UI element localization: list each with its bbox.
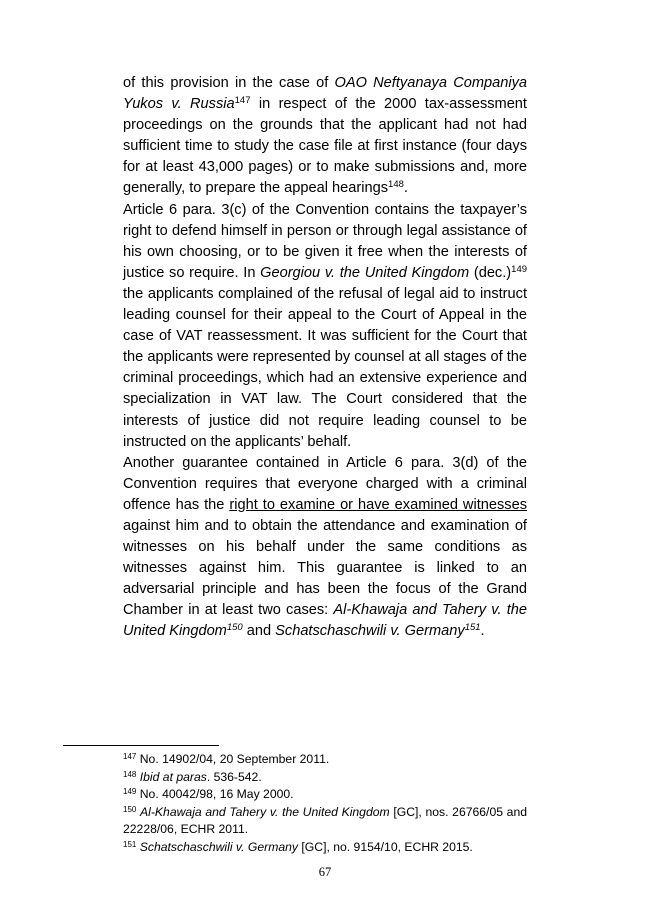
footnote-ref-number: 151	[464, 622, 481, 634]
footnote-number: 149	[123, 787, 137, 797]
footnote-text: [GC], no. 9154/10, ECHR 2015.	[298, 839, 473, 854]
footnote-italic: Al-Khawaja and Tahery v. the United Kingdom	[140, 804, 390, 819]
text-span: .	[403, 180, 408, 197]
footnote-ref[interactable]: 148	[388, 179, 404, 191]
text-span: and	[242, 623, 276, 640]
footnote-ref[interactable]	[227, 622, 243, 633]
text-span: against him and to obtain the attendance and examination of witnesses on his behalf under the same conditions as witnesses against him. This guarantee is linked to an adversarial principle and has been the focus of the Grand Chamber in at least two cases:	[123, 517, 527, 619]
case-name: Georgiou v. the United Kingdom	[260, 264, 470, 281]
text-span: Another guarantee contained in Article 6 para. 3(d) of the Convention requires that everyone charged with a criminal offence has the	[123, 454, 527, 513]
footnote-ref[interactable]: 149	[511, 263, 528, 275]
footnote-148	[123, 769, 527, 787]
page-number: 67	[318, 865, 332, 879]
footnote-number: 148	[123, 769, 137, 779]
footnote-italic: Ibid at paras	[139, 769, 207, 784]
case-name: Al-Khawaja and Tahery v. the United Kingdom	[123, 602, 527, 640]
paragraph-article-6-3d	[123, 453, 527, 643]
footnote-number: 147	[123, 752, 137, 761]
footnote-ref-number: 150	[226, 622, 243, 634]
footnote-text: [GC], nos. 26766/05 and 22228/06, ECHR 2011.	[123, 804, 527, 837]
footnote-separator	[63, 745, 219, 746]
footnote-text: No. 14902/04, 20 September 2011.	[139, 752, 330, 766]
footnote-151	[123, 839, 527, 857]
text-span: (dec.)	[469, 264, 512, 281]
footnote-149	[123, 786, 527, 804]
footnote-text: . 536-542.	[206, 769, 262, 784]
paragraph-article-6-3c	[123, 200, 527, 453]
footnote-ref[interactable]	[465, 622, 481, 633]
text-span: of this provision in the case of	[123, 75, 335, 91]
text-span: in respect of the 2000 tax-assessment proceedings on the grounds that the applicant had not had sufficient time to study the case file at first instance (four days for at least 43,000 pages) or to make submissions and, more generally, to prepare the appeal hearings	[123, 96, 527, 197]
case-name: OAO Neftyanaya Companiya Yukos v. Russia	[123, 75, 528, 113]
footnotes	[123, 751, 527, 857]
footnote-number: 150	[123, 804, 137, 814]
main-text	[123, 73, 527, 643]
case-name: Schatschaschwili v. Germany	[275, 623, 465, 640]
paragraph-yukos	[123, 73, 527, 200]
text-span: Article 6 para. 3(c) of the Convention contains the taxpayer’s right to defend himself in person or through legal assistance of his own choosing, or to be given it free when the interests of justice so require. In	[123, 201, 527, 281]
footnote-number: 151	[123, 839, 137, 849]
footnote-italic: Schatschaschwili v. Germany	[139, 839, 299, 854]
footnote-text: No. 40042/98, 16 May 2000.	[139, 787, 294, 802]
text-span: the applicants complained of the refusal of legal aid to instruct leading counsel for their appeal to the Court of Appeal in the case of VAT reassessment. It was sufficient for the Court that the applicants were represented by counsel at all stages of the criminal proceedings, which had an extensive experience and specialization in VAT law. The Court considered that the interests of justice did not require leading counsel to be instructed on the applicants’ behalf.	[123, 285, 528, 450]
underlined-phrase: right to examine or have examined witnesses	[229, 496, 527, 513]
footnote-150	[123, 804, 527, 839]
footnote-ref[interactable]: 147	[234, 95, 251, 107]
footnote-147	[123, 751, 527, 769]
text-span: .	[480, 623, 485, 640]
